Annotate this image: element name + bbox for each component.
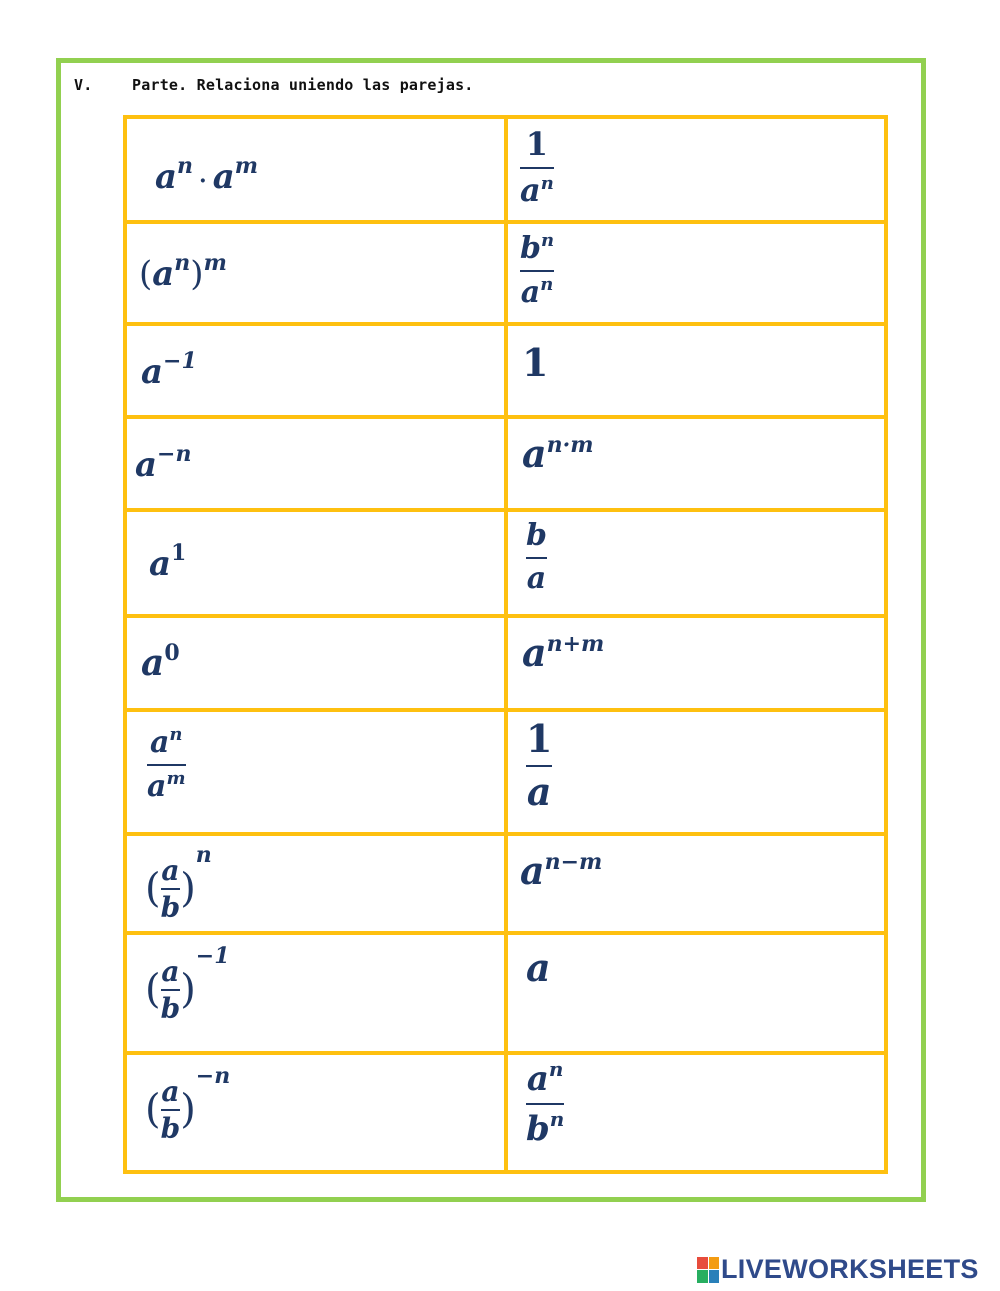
right-cell-6[interactable]: $a^{n+m}$: [506, 616, 886, 710]
table-row: [125, 117, 886, 222]
right-cell-7[interactable]: 1 a: [506, 710, 886, 834]
left-cell-8[interactable]: ( $\frac{a}{b}$ )$^n$: [125, 834, 506, 933]
left-cell-7[interactable]: $a^n$ $a^m$: [125, 710, 506, 834]
left-cell-3[interactable]: $a^{-1}$: [125, 324, 506, 417]
liveworksheets-logo: [697, 1254, 979, 1285]
logo-mark-icon: [697, 1257, 719, 1283]
table-row: [125, 616, 886, 710]
instruction-line: [74, 76, 474, 94]
table-row: [125, 222, 886, 324]
right-cell-5[interactable]: b a: [506, 510, 886, 616]
left-cell-5[interactable]: $a^1$: [125, 510, 506, 616]
right-cell-3[interactable]: 1: [506, 324, 886, 417]
table-row: [125, 324, 886, 417]
left-cell-1[interactable]: $a^n\cdot a^m$: [125, 117, 506, 222]
left-cell-4[interactable]: $a^{-n}$: [125, 417, 506, 510]
right-cell-4[interactable]: $a^{n\cdot m}$: [506, 417, 886, 510]
matching-table: [123, 115, 888, 1174]
brand-name: LIVEWORKSHEETS: [721, 1254, 979, 1284]
right-cell-9[interactable]: a: [506, 933, 886, 1053]
right-cell-10[interactable]: $a^n$ $b^n$: [506, 1053, 886, 1172]
left-cell-10[interactable]: ( $\frac{a}{b}$ )$^{-n}$: [125, 1053, 506, 1172]
section-number: V.: [74, 76, 93, 94]
table-row: [125, 417, 886, 510]
left-cell-2[interactable]: $(a^n)^m$: [125, 222, 506, 324]
table-row: [125, 933, 886, 1053]
left-cell-6[interactable]: $a^0$: [125, 616, 506, 710]
table-row: [125, 834, 886, 933]
table-row: [125, 1053, 886, 1172]
left-cell-9[interactable]: ( $\frac{a}{b}$ )$^{-1}$: [125, 933, 506, 1053]
right-cell-8[interactable]: $a^{n-m}$: [506, 834, 886, 933]
instruction-text: Parte. Relaciona uniendo las parejas.: [132, 76, 474, 94]
right-cell-1[interactable]: 1 $a^n$: [506, 117, 886, 222]
table-row: [125, 710, 886, 834]
table-row: [125, 510, 886, 616]
right-cell-2[interactable]: $b^n$ $a^n$: [506, 222, 886, 324]
